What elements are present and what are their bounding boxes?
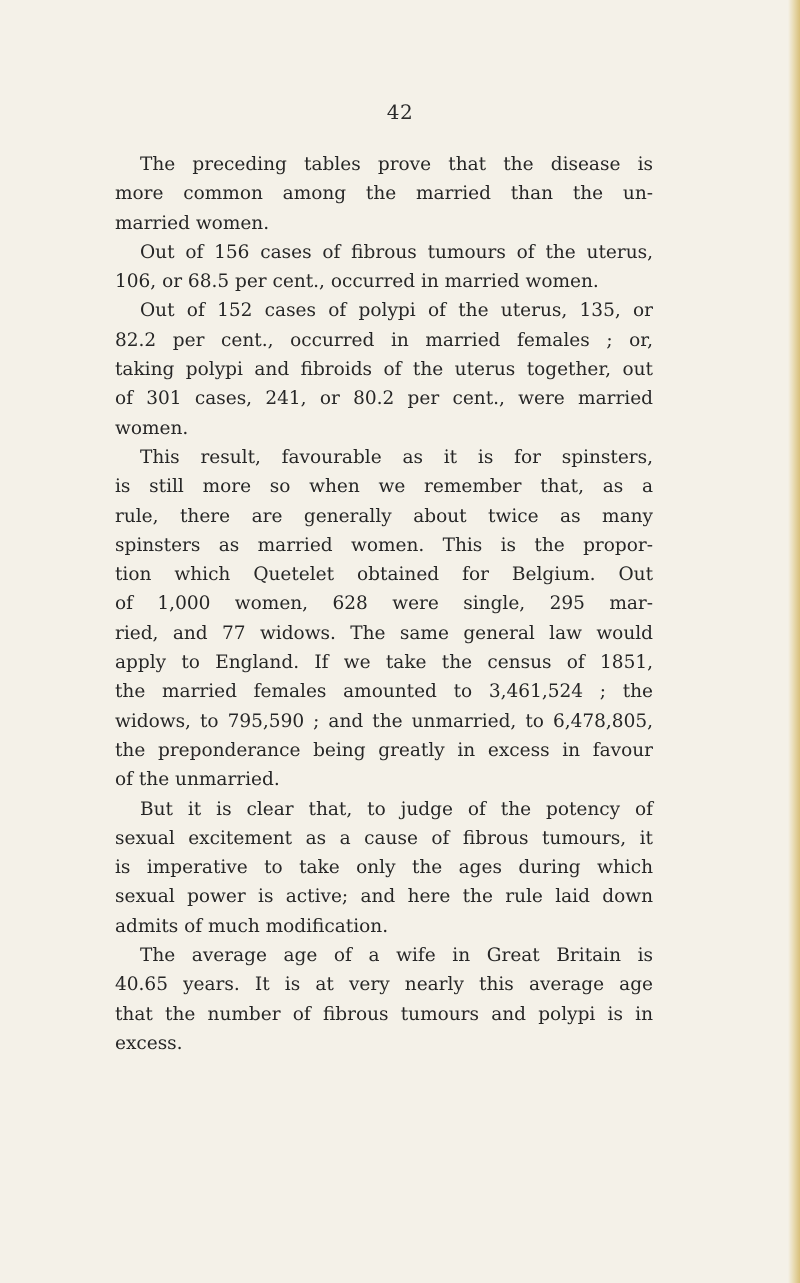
body-text: [115, 150, 653, 1058]
text-line: of the unmarried.: [115, 769, 280, 791]
text-line: But it is clear that, to judge of the potency of: [140, 798, 653, 820]
text-line: of 1,000 women, 628 were single, 295 mar-: [115, 593, 653, 615]
text-line: rule, there are generally about twice as many: [115, 505, 653, 527]
text-line: ried, and 77 widows. The same general law would: [115, 622, 653, 644]
text-line: The average age of a wife in Great Britain is: [140, 945, 653, 967]
text-line: that the number of fibrous tumours and polypi is in: [115, 1003, 653, 1025]
page-edge: [788, 0, 800, 1283]
text-line: is imperative to take only the ages during which: [115, 857, 653, 879]
text-line: excess.: [115, 1032, 183, 1054]
page-number: 42: [386, 100, 414, 124]
text-line: spinsters as married women. This is the propor-: [115, 534, 653, 556]
text-line: sexual power is active; and here the rule laid down: [115, 886, 653, 908]
text-line: of 301 cases, 241, or 80.2 per cent., were married: [115, 388, 653, 410]
text-line: more common among the married than the un-: [115, 183, 653, 205]
text-line: is still more so when we remember that, as a: [115, 476, 653, 498]
text-line: apply to England. If we take the census of 1851,: [115, 652, 653, 674]
text-line: women.: [115, 417, 189, 439]
text-line: the married females amounted to 3,461,524 ; the: [115, 681, 653, 703]
text-line: 82.2 per cent., occurred in married females ; or,: [115, 329, 653, 351]
text-line: 106, or 68.5 per cent., occurred in married women.: [115, 271, 599, 293]
text-line: sexual excitement as a cause of fibrous tumours, it: [115, 827, 653, 849]
text-line: Out of 156 cases of fibrous tumours of the uterus,: [140, 241, 653, 263]
text-line: admits of much modification.: [115, 915, 389, 937]
text-line: The preceding tables prove that the disease is: [140, 154, 653, 175]
text-line: This result, favourable as it is for spinsters,: [140, 446, 653, 468]
text-line: taking polypi and fibroids of the uterus together, out: [115, 359, 653, 381]
text-line: Out of 152 cases of polypi of the uterus, 135, or: [140, 300, 653, 322]
text-line: tion which Quetelet obtained for Belgium. Out: [115, 564, 653, 586]
text-line: 40.65 years. It is at very nearly this average age: [115, 974, 653, 996]
text-line: the preponderance being greatly in excess in favour: [115, 739, 653, 761]
text-line: married women.: [115, 212, 270, 234]
text-line: widows, to 795,590 ; and the unmarried, to 6,478,805,: [115, 710, 653, 732]
